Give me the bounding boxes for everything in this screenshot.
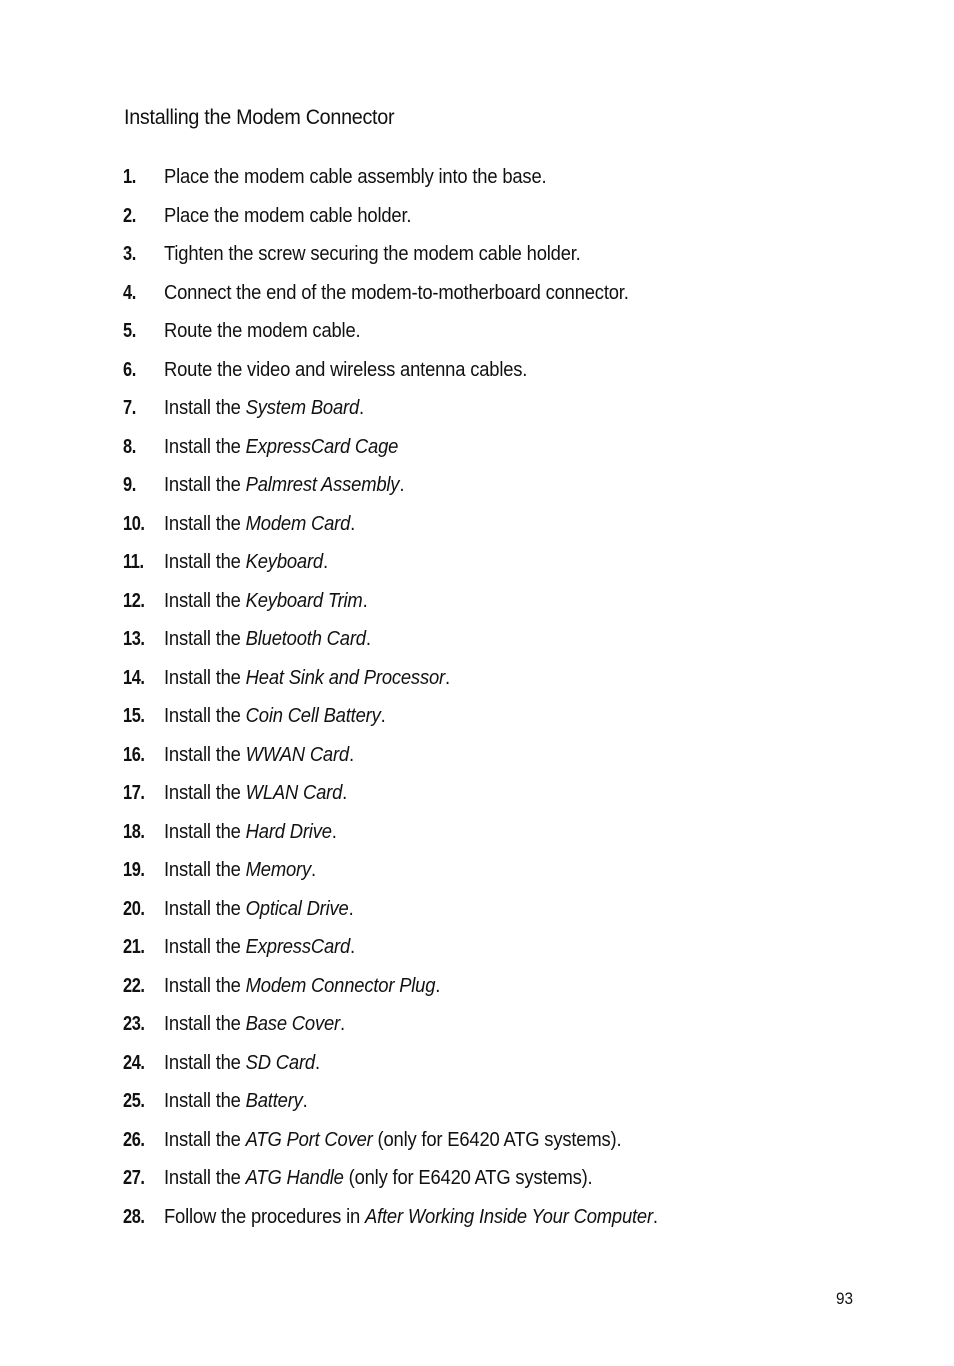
- step-text-plain: Install the: [164, 782, 246, 804]
- step-text: [164, 1090, 308, 1113]
- step-number: 2.: [123, 204, 136, 227]
- step-item: [0, 1007, 954, 1046]
- step-text-plain: Route the video and wireless antenna cables.: [164, 358, 528, 381]
- step-item: [0, 160, 954, 199]
- step-text-emphasis: Base Cover: [245, 1013, 340, 1035]
- step-text: [164, 551, 328, 574]
- step-text-plain: Install the: [164, 1090, 246, 1112]
- step-number: 25.: [123, 1090, 145, 1112]
- step-text: [164, 667, 450, 690]
- step-number: 26.: [123, 1128, 145, 1151]
- step-number: 3.: [123, 243, 136, 265]
- step-text-plain: Install the: [164, 628, 246, 650]
- step-text-plain: Install the: [164, 589, 246, 612]
- step-text-emphasis: ExpressCard: [245, 936, 350, 958]
- step-item: [0, 1084, 954, 1123]
- step-text-plain: Install the: [164, 743, 246, 766]
- step-number: 16.: [123, 743, 145, 766]
- step-text: [164, 782, 347, 805]
- step-item: [0, 892, 954, 931]
- step-item: [0, 622, 954, 661]
- step-number: 17.: [123, 782, 145, 804]
- step-text-plain: Place the modem cable assembly into the base.: [164, 166, 547, 188]
- step-text-suffix: .: [399, 474, 405, 496]
- step-text: [164, 1013, 345, 1036]
- step-item: [0, 314, 954, 353]
- step-item: [0, 391, 954, 430]
- step-number: 6.: [123, 358, 136, 381]
- step-text: [164, 1129, 621, 1152]
- step-item: [0, 1200, 954, 1239]
- step-item: [0, 507, 954, 546]
- step-text-emphasis: Modem Card: [245, 512, 351, 535]
- step-text-emphasis: SD Card: [245, 1051, 315, 1074]
- step-text: [164, 898, 354, 921]
- step-text: [164, 1052, 320, 1075]
- step-item: [0, 430, 954, 469]
- step-item: [0, 468, 954, 507]
- step-number: 18.: [123, 820, 145, 843]
- step-text-suffix: (only for E6420 ATG systems).: [343, 1167, 593, 1189]
- step-number: 12.: [123, 589, 145, 612]
- step-text-suffix: .: [302, 1090, 308, 1112]
- step-number: 15.: [123, 705, 145, 727]
- procedure-steps-list: [0, 160, 954, 1238]
- step-number: 7.: [123, 397, 136, 419]
- step-text-plain: Install the: [164, 820, 246, 843]
- step-text-plain: Install the: [164, 551, 246, 573]
- step-text-suffix: .: [342, 782, 348, 804]
- step-text-emphasis: System Board: [245, 397, 360, 419]
- step-number: 23.: [123, 1013, 145, 1035]
- step-text-plain: Install the: [164, 397, 246, 419]
- step-text-plain: Route the modem cable.: [164, 320, 361, 342]
- step-text: [164, 705, 386, 728]
- step-number: 1.: [123, 166, 136, 188]
- step-text-plain: Follow the procedures in: [164, 1205, 365, 1228]
- step-item: [0, 1161, 954, 1200]
- step-item: [0, 969, 954, 1008]
- step-number: 27.: [123, 1167, 145, 1189]
- step-text-emphasis: Keyboard Trim: [245, 589, 363, 612]
- step-number: 10.: [123, 512, 145, 535]
- step-text: [164, 936, 355, 959]
- step-text-emphasis: Palmrest Assembly: [245, 474, 400, 496]
- step-text-plain: Connect the end of the modem-to-motherboard connector.: [164, 281, 629, 304]
- step-number: 28.: [123, 1205, 145, 1228]
- step-text-suffix: .: [314, 1051, 320, 1074]
- step-text: [164, 205, 411, 228]
- step-text-emphasis: Keyboard: [245, 551, 323, 573]
- step-text-plain: Install the: [164, 474, 246, 496]
- step-text-emphasis: ATG Handle: [245, 1167, 344, 1189]
- step-item: [0, 776, 954, 815]
- step-text-emphasis: Bluetooth Card: [245, 628, 366, 650]
- step-text-suffix: .: [435, 974, 441, 997]
- step-item: [0, 1046, 954, 1085]
- step-text-suffix: .: [339, 1013, 345, 1035]
- step-text-plain: Install the: [164, 705, 246, 727]
- step-text-emphasis: Battery: [245, 1090, 303, 1112]
- step-text: [164, 975, 440, 998]
- step-number: 24.: [123, 1051, 145, 1074]
- step-text: [164, 243, 581, 266]
- step-number: 13.: [123, 628, 145, 650]
- step-text-suffix: .: [348, 897, 354, 920]
- step-text-emphasis: Modem Connector Plug: [245, 974, 436, 997]
- step-text-suffix: .: [322, 551, 328, 573]
- step-item: [0, 237, 954, 276]
- step-number: 11.: [123, 551, 144, 573]
- step-text-suffix: .: [380, 705, 386, 727]
- step-number: 14.: [123, 666, 145, 689]
- step-text: [164, 282, 629, 305]
- step-text-plain: Install the: [164, 1128, 246, 1151]
- step-number: 20.: [123, 897, 145, 920]
- page-number: 93: [836, 1289, 854, 1308]
- step-text-emphasis: Coin Cell Battery: [245, 705, 381, 727]
- step-text-emphasis: ExpressCard Cage: [245, 435, 399, 458]
- step-item: [0, 1123, 954, 1162]
- step-text-emphasis: Optical Drive: [245, 897, 349, 920]
- step-text-suffix: .: [331, 820, 337, 843]
- step-number: 4.: [123, 281, 136, 304]
- step-text-suffix: .: [350, 512, 356, 535]
- step-item: [0, 276, 954, 315]
- step-text-suffix: .: [311, 859, 316, 881]
- step-text-plain: Install the: [164, 936, 246, 958]
- step-text: [164, 859, 316, 882]
- step-text-suffix: .: [359, 397, 364, 419]
- step-number: 19.: [123, 859, 145, 881]
- step-item: [0, 661, 954, 700]
- step-text-emphasis: Heat Sink and Processor: [245, 666, 445, 689]
- step-text: [164, 1206, 658, 1229]
- step-item: [0, 545, 954, 584]
- step-item: [0, 853, 954, 892]
- step-text: [164, 590, 368, 613]
- step-text-plain: Tighten the screw securing the modem cable holder.: [164, 243, 581, 265]
- step-text: [164, 359, 527, 382]
- step-text-emphasis: Memory: [245, 859, 312, 881]
- step-text-plain: Install the: [164, 1167, 246, 1189]
- step-text-emphasis: After Working Inside Your Computer: [364, 1205, 653, 1228]
- step-text: [164, 397, 364, 420]
- step-text-suffix: .: [348, 743, 354, 766]
- step-item: [0, 353, 954, 392]
- page-title: Installing the Modem Connector: [124, 106, 395, 129]
- step-text: [164, 628, 371, 651]
- step-text-suffix: .: [365, 628, 371, 650]
- step-text: [164, 513, 355, 536]
- step-text-suffix: .: [349, 936, 355, 958]
- step-text-emphasis: Hard Drive: [245, 820, 332, 843]
- step-text-plain: Install the: [164, 435, 246, 458]
- step-text-suffix: .: [444, 666, 450, 689]
- step-text-suffix: .: [362, 589, 368, 612]
- step-text-suffix: .: [652, 1205, 658, 1228]
- step-number: 21.: [123, 936, 145, 958]
- step-text-plain: Install the: [164, 512, 246, 535]
- step-text-plain: Install the: [164, 859, 246, 881]
- step-item: [0, 738, 954, 777]
- step-item: [0, 699, 954, 738]
- step-text-suffix: (only for E6420 ATG systems).: [372, 1128, 622, 1151]
- step-text: [164, 166, 546, 189]
- step-text-plain: Place the modem cable holder.: [164, 204, 412, 227]
- step-text: [164, 1167, 592, 1190]
- step-number: 5.: [123, 320, 136, 342]
- step-text-emphasis: WLAN Card: [245, 782, 343, 804]
- step-text: [164, 474, 404, 497]
- step-text: [164, 436, 398, 459]
- step-text-plain: Install the: [164, 666, 246, 689]
- step-text: [164, 821, 337, 844]
- step-item: [0, 815, 954, 854]
- step-text-emphasis: WWAN Card: [245, 743, 349, 766]
- step-text-plain: Install the: [164, 897, 246, 920]
- step-text: [164, 744, 354, 767]
- step-text: [164, 320, 360, 343]
- step-item: [0, 930, 954, 969]
- step-text-emphasis: ATG Port Cover: [245, 1128, 373, 1151]
- step-text-plain: Install the: [164, 1051, 246, 1074]
- step-text-plain: Install the: [164, 1013, 246, 1035]
- step-number: 8.: [123, 435, 136, 458]
- step-number: 9.: [123, 474, 136, 496]
- step-item: [0, 584, 954, 623]
- step-number: 22.: [123, 974, 145, 997]
- step-item: [0, 199, 954, 238]
- step-text-plain: Install the: [164, 974, 246, 997]
